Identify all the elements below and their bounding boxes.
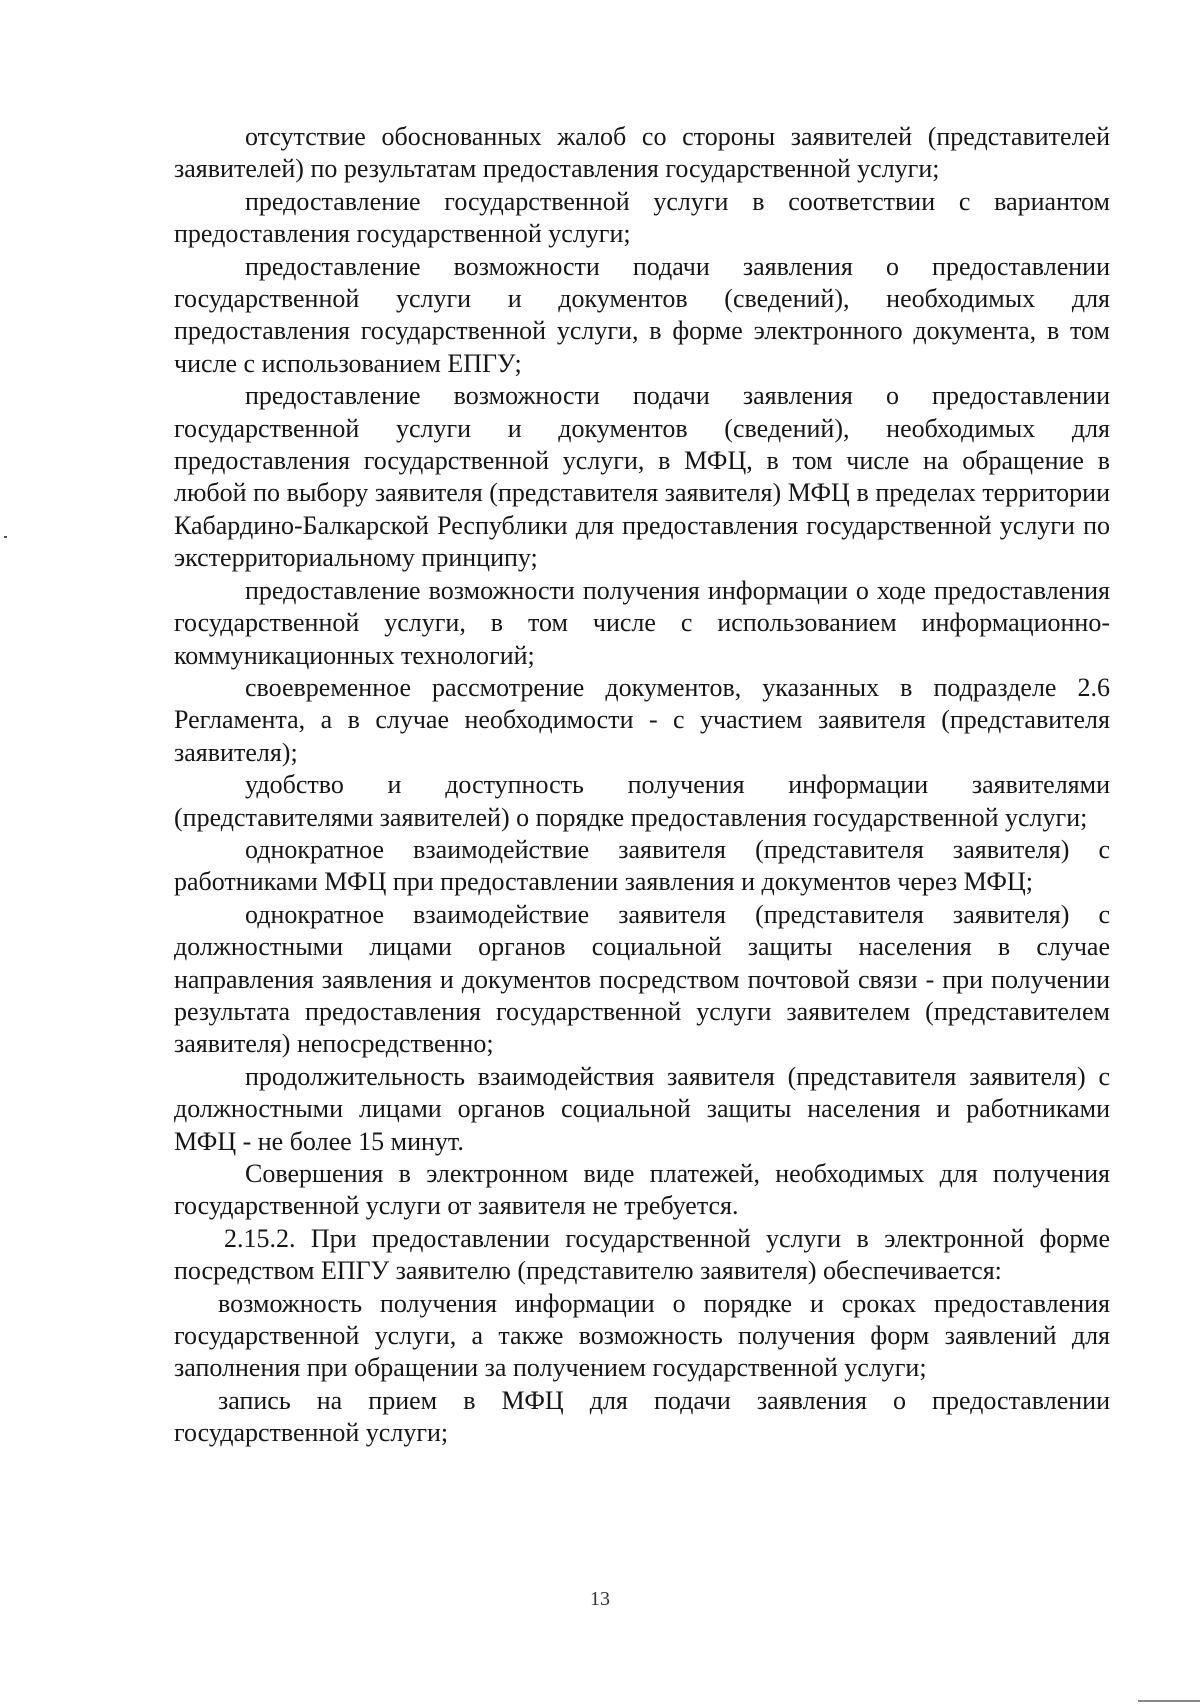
paragraph: предоставление государственной услуги в соответствии с вариантом предоставления государственной услуги; <box>174 186 1110 249</box>
paragraph: предоставление возможности подачи заявления о предоставлении государственной услуги и документов (сведений), необходимых для предоставления государственной услуги, в форме электронного документа, в том числе с использованием ЕПГУ; <box>174 251 1110 378</box>
section-paragraph: 2.15.2. При предоставлении государственной услуги в электронной форме посредством ЕПГУ заявителю (представителю заявителя) обеспечивается: <box>174 1223 1110 1286</box>
paragraph: предоставление возможности получения информации о ходе предоставления государственной услуги, в том числе с использованием информационно-коммуникационных технологий; <box>174 575 1110 670</box>
page-number: 13 <box>590 1588 610 1610</box>
paragraph: продолжительность взаимодействия заявителя (представителя заявителя) с должностными лицами органов социальной защиты населения и работниками МФЦ - не более 15 минут. <box>174 1061 1110 1156</box>
paragraph: Совершения в электронном виде платежей, необходимых для получения государственной услуги от заявителя не требуется. <box>174 1159 1110 1221</box>
paragraph: удобство и доступность получения информации заявителями (представителями заявителей) о порядке предоставления государственной услуги; <box>174 770 1110 832</box>
paragraph: отсутствие обоснованных жалоб со стороны заявителей (представителей заявителей) по результатам предоставления государственной услуги; <box>174 122 1110 184</box>
document-body <box>174 121 1110 1450</box>
scan-speck <box>4 536 7 538</box>
scan-edge-mark <box>1138 1700 1200 1702</box>
paragraph: предоставление возможности подачи заявления о предоставлении государственной услуги и документов (сведений), необходимых для предоставления государственной услуги, в МФЦ, в том числе на обращение в любой по выбору заявителя (представителя заявителя) МФЦ в пределах территории Кабардино-Балкарской Республики для предоставления государственной услуги по экстерриториальному принципу; <box>174 381 1110 573</box>
paragraph: однократное взаимодействие заявителя (представителя заявителя) с должностными лицами органов социальной защиты населения в случае направления заявления и документов посредством почтовой связи - при получении результата предоставления государственной услуги заявителем (представителем заявителя) непосредственно; <box>174 899 1110 1059</box>
paragraph: запись на прием в МФЦ для подачи заявления о предоставлении государственной услуги; <box>174 1385 1110 1448</box>
paragraph: возможность получения информации о порядке и сроках предоставления государственной услуги, а также возможность получения форм заявлений для заполнения при обращении за получением государственной услуги; <box>174 1288 1110 1383</box>
paragraph: однократное взаимодействие заявителя (представителя заявителя) с работниками МФЦ при предоставлении заявления и документов через МФЦ; <box>174 834 1110 897</box>
paragraph: своевременное рассмотрение документов, указанных в подразделе 2.6 Регламента, а в случае необходимости - с участием заявителя (представителя заявителя); <box>174 672 1110 767</box>
